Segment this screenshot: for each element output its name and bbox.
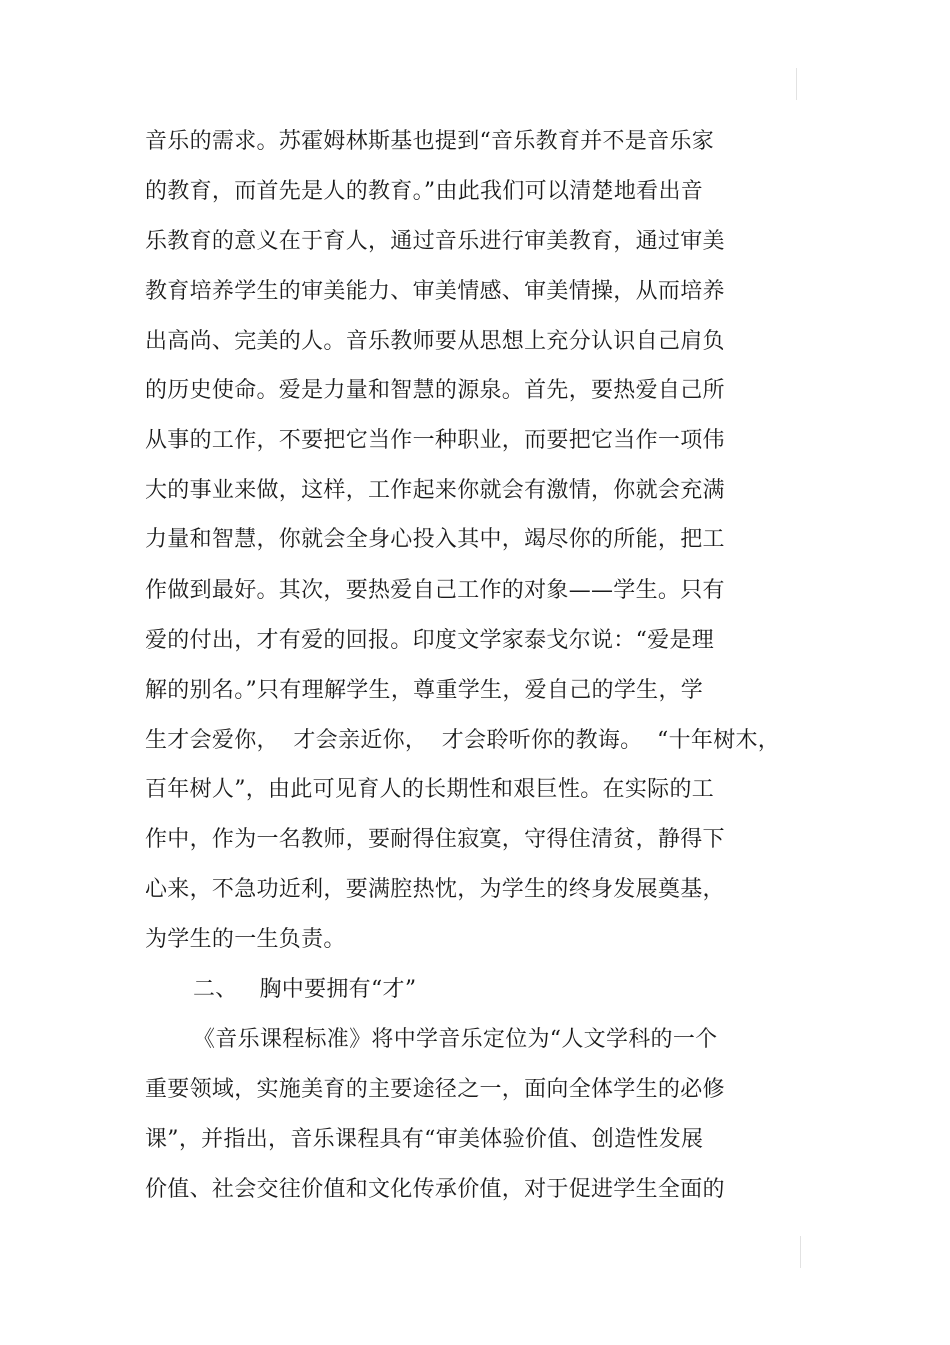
- text-line: 乐教育的意义在于育人，通过音乐进行审美教育，通过审美: [145, 229, 725, 254]
- text-line: 出高尚、完美的人。音乐教师要从思想上充分认识自己肩负: [145, 329, 725, 354]
- text-line: 百年树人”，由此可见育人的长期性和艰巨性。在实际的工: [145, 777, 715, 802]
- page-corner-mark-top: [796, 68, 797, 100]
- text-line: 大的事业来做，这样，工作起来你就会有激情，你就会充满: [145, 478, 725, 503]
- text-line: 重要领域，实施美育的主要途径之一，面向全体学生的必修: [145, 1077, 725, 1102]
- text-line: 音乐的需求。苏霍姆林斯基也提到“音乐教育并不是音乐家: [145, 129, 715, 154]
- text-line: 作中，作为一名教师，要耐得住寂寞，守得住清贫，静得下: [145, 827, 725, 852]
- text-line: 为学生的一生负责。: [145, 927, 346, 952]
- text-line: 的教育，而首先是人的教育。”由此我们可以清楚地看出音: [145, 179, 704, 204]
- text-line: 心来，不急功近利，要满腔热忱，为学生的终身发展奠基，: [145, 877, 725, 902]
- text-line: 教育培养学生的审美能力、审美情感、审美情操，从而培养: [145, 279, 725, 304]
- text-line: 力量和智慧，你就会全身心投入其中，竭尽你的所能，把工: [145, 527, 725, 552]
- text-line: 作做到最好。其次，要热爱自己工作的对象——学生。只有: [145, 578, 725, 603]
- text-line: 爱的付出，才有爱的回报。印度文学家泰戈尔说：“爱是理: [145, 628, 715, 653]
- text-line: 生才会爱你， 才会亲近你， 才会聆听你的教诲。 “十年树木，: [145, 728, 781, 753]
- text-line: 的历史使命。爱是力量和智慧的源泉。首先，要热爱自己所: [145, 378, 725, 403]
- text-line: 解的别名。”只有理解学生，尊重学生，爱自己的学生，学: [145, 678, 704, 703]
- text-line: 《音乐课程标准》将中学音乐定位为“人文学科的一个: [193, 1027, 718, 1052]
- page-corner-mark-bottom: [800, 1236, 801, 1268]
- text-line: 价值、社会交往价值和文化传承价值，对于促进学生全面的: [145, 1177, 725, 1202]
- section-heading: 二、 胸中要拥有“才”: [193, 977, 417, 1002]
- text-line: 课”，并指出，音乐课程具有“审美体验价值、创造性发展: [145, 1127, 704, 1152]
- text-line: 从事的工作，不要把它当作一种职业，而要把它当作一项伟: [145, 428, 725, 453]
